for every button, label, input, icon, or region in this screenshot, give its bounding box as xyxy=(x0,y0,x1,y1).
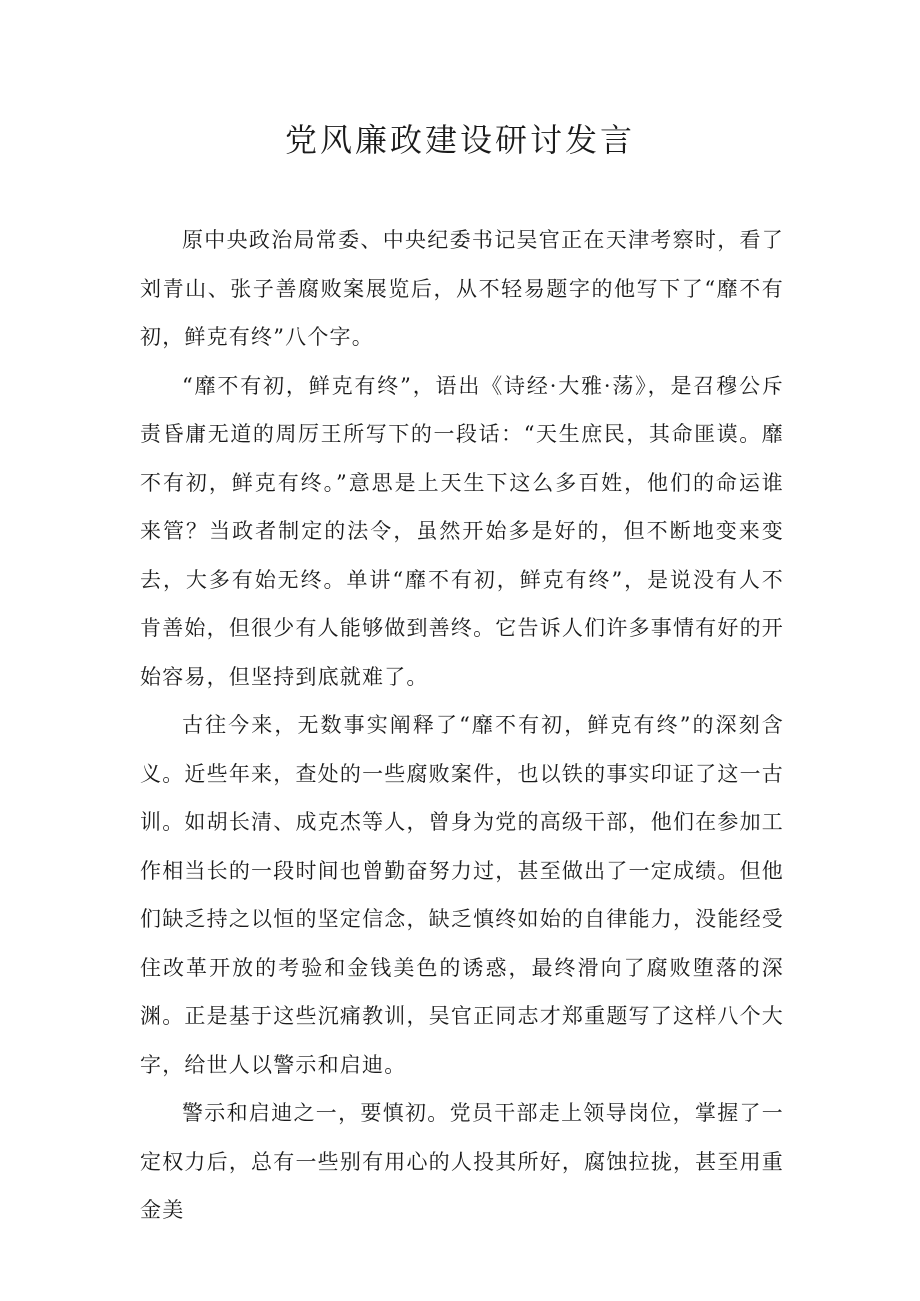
document-body xyxy=(140,216,784,1235)
paragraph: 警示和启迪之一，要慎初。党员干部走上领导岗位，掌握了一定权力后，总有一些别有用心的人投其所好，腐蚀拉拢，甚至用重金美 xyxy=(140,1101,784,1222)
paragraph: “靡不有初，鲜克有终”，语出《诗经·大雅·荡》，是召穆公斥责昏庸无道的周厉王所写下的一段话：“天生庶民，其命匪谟。靡不有初，鲜克有终。”意思是上天生下这么多百姓，他们的命运谁来管？当政者制定的法令，虽然开始多是好的，但不断地变来变去，大多有始无终。单讲“靡不有初，鲜克有终”，是说没有人不肯善始，但很少有人能够做到善终。它告诉人们许多事情有好的开始容易，但坚持到底就难了。 xyxy=(140,373,784,689)
paragraph: 原中央政治局常委、中央纪委书记吴官正在天津考察时，看了刘青山、张子善腐败案展览后，从不轻易题字的他写下了“靡不有初，鲜克有终”八个字。 xyxy=(140,228,784,349)
paragraph: 古往今来，无数事实阐释了“靡不有初，鲜克有终”的深刻含义。近些年来，查处的一些腐败案件，也以铁的事实印证了这一古训。如胡长清、成克杰等人，曾身为党的高级干部，他们在参加工作相当长的一段时间也曾勤奋努力过，甚至做出了一定成绩。但他们缺乏持之以恒的坚定信念，缺乏慎终如始的自律能力，没能经受住改革开放的考验和金钱美色的诱惑，最终滑向了腐败堕落的深渊。正是基于这些沉痛教训，吴官正同志才郑重题写了这样八个大字，给世人以警示和启迪。 xyxy=(140,713,784,1077)
document-title: 党风廉政建设研讨发言 xyxy=(284,121,635,159)
